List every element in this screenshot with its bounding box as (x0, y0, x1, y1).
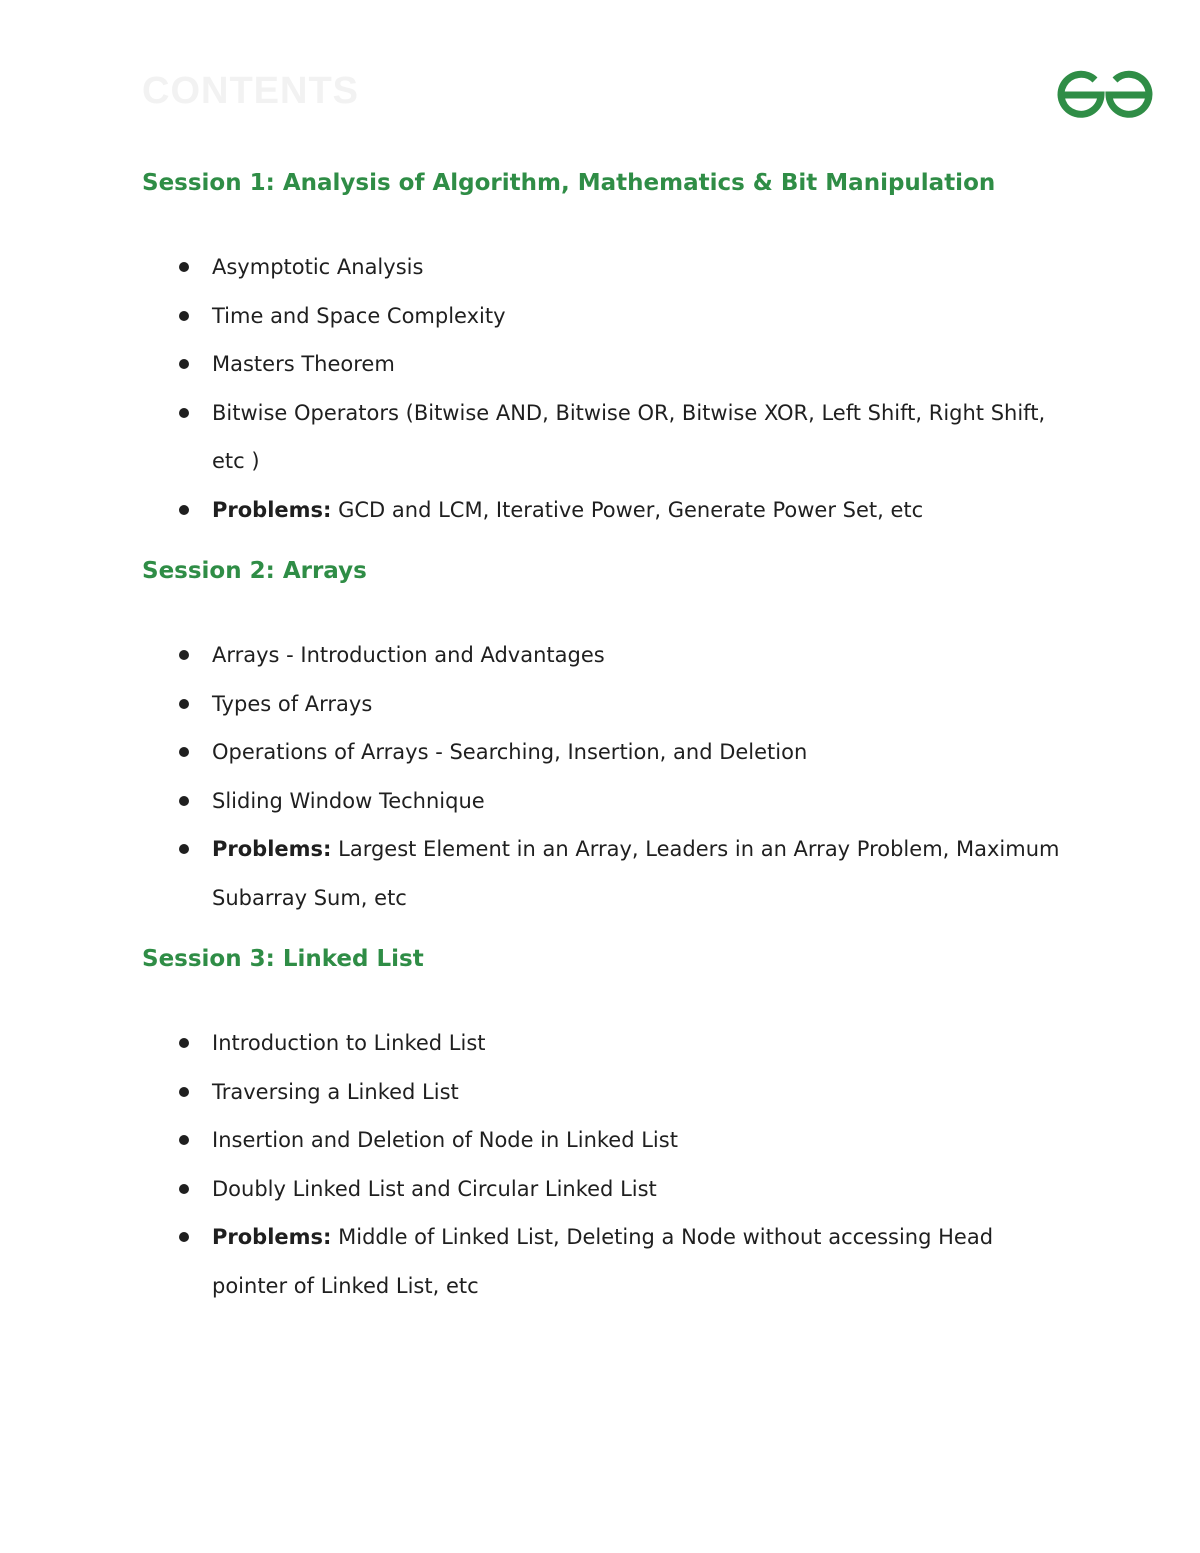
bullet-icon (179, 262, 189, 272)
list-item (142, 486, 1142, 535)
list-item (142, 389, 1142, 486)
session-1 (142, 168, 1142, 534)
bullet-icon (179, 1038, 189, 1048)
session-1-topic-list (142, 243, 1142, 534)
list-item-text: Arrays - Introduction and Advantages (212, 643, 605, 667)
bullet-icon (179, 747, 189, 757)
list-item-text: Operations of Arrays - Searching, Insertion, and Deletion (212, 740, 808, 764)
list-item (142, 340, 1142, 389)
session-3-title: Session 3: Linked List (142, 946, 424, 972)
bullet-icon (179, 844, 189, 854)
bullet-icon (179, 505, 189, 515)
list-item-text: GCD and LCM, Iterative Power, Generate Power Set, etc (338, 497, 924, 522)
bullet-icon (179, 796, 189, 806)
list-item (142, 825, 1142, 922)
list-item (142, 1019, 1142, 1068)
list-item (142, 777, 1142, 826)
list-item (142, 1165, 1142, 1214)
problems-label: Problems: (212, 497, 332, 522)
list-item-text: Asymptotic Analysis (212, 255, 424, 279)
session-1-title: Session 1: Analysis of Algorithm, Mathematics & Bit Manipulation (142, 170, 996, 196)
list-item (142, 243, 1142, 292)
session-2 (142, 556, 1142, 922)
bullet-icon (179, 1135, 189, 1145)
session-3 (142, 944, 1142, 1310)
bullet-icon (179, 311, 189, 321)
problems-label: Problems: (212, 837, 332, 861)
list-item-text: Masters Theorem (212, 352, 395, 376)
list-item-text: Largest Element in an Array, Leaders in an Array Problem, Maximum Subarray Sum, etc (212, 837, 1060, 910)
list-item-text: Time and Space Complexity (212, 303, 506, 328)
list-item-text: Traversing a Linked List (212, 1079, 459, 1104)
list-item-text: Types of Arrays (212, 691, 373, 716)
bullet-icon (179, 359, 189, 369)
list-item-text: Sliding Window Technique (212, 788, 485, 813)
list-item-text: Introduction to Linked List (212, 1031, 486, 1055)
bullet-icon (179, 1232, 189, 1242)
list-item-text: Doubly Linked List and Circular Linked List (212, 1176, 657, 1201)
list-item (142, 1213, 1142, 1310)
list-item (142, 292, 1142, 341)
session-2-topic-list (142, 631, 1142, 922)
bullet-icon (179, 650, 189, 660)
list-item-text: Middle of Linked List, Deleting a Node without accessing Head pointer of Linked List, etc (212, 1225, 994, 1298)
list-item-text: Insertion and Deletion of Node in Linked List (212, 1128, 678, 1152)
list-item (142, 728, 1142, 777)
bullet-icon (179, 699, 189, 709)
list-item-text: Bitwise Operators (Bitwise AND, Bitwise OR, Bitwise XOR, Left Shift, Right Shift, etc ) (212, 400, 1046, 473)
session-3-topic-list (142, 1019, 1142, 1310)
session-2-title: Session 2: Arrays (142, 558, 367, 584)
geeksforgeeks-logo-icon (1056, 66, 1154, 120)
list-item (142, 631, 1142, 680)
list-item (142, 1116, 1142, 1165)
bullet-icon (179, 408, 189, 418)
list-item (142, 1068, 1142, 1117)
bullet-icon (179, 1184, 189, 1194)
bullet-icon (179, 1087, 189, 1097)
contents-heading: CONTENTS (142, 70, 359, 112)
problems-label: Problems: (212, 1225, 332, 1249)
list-item (142, 680, 1142, 729)
